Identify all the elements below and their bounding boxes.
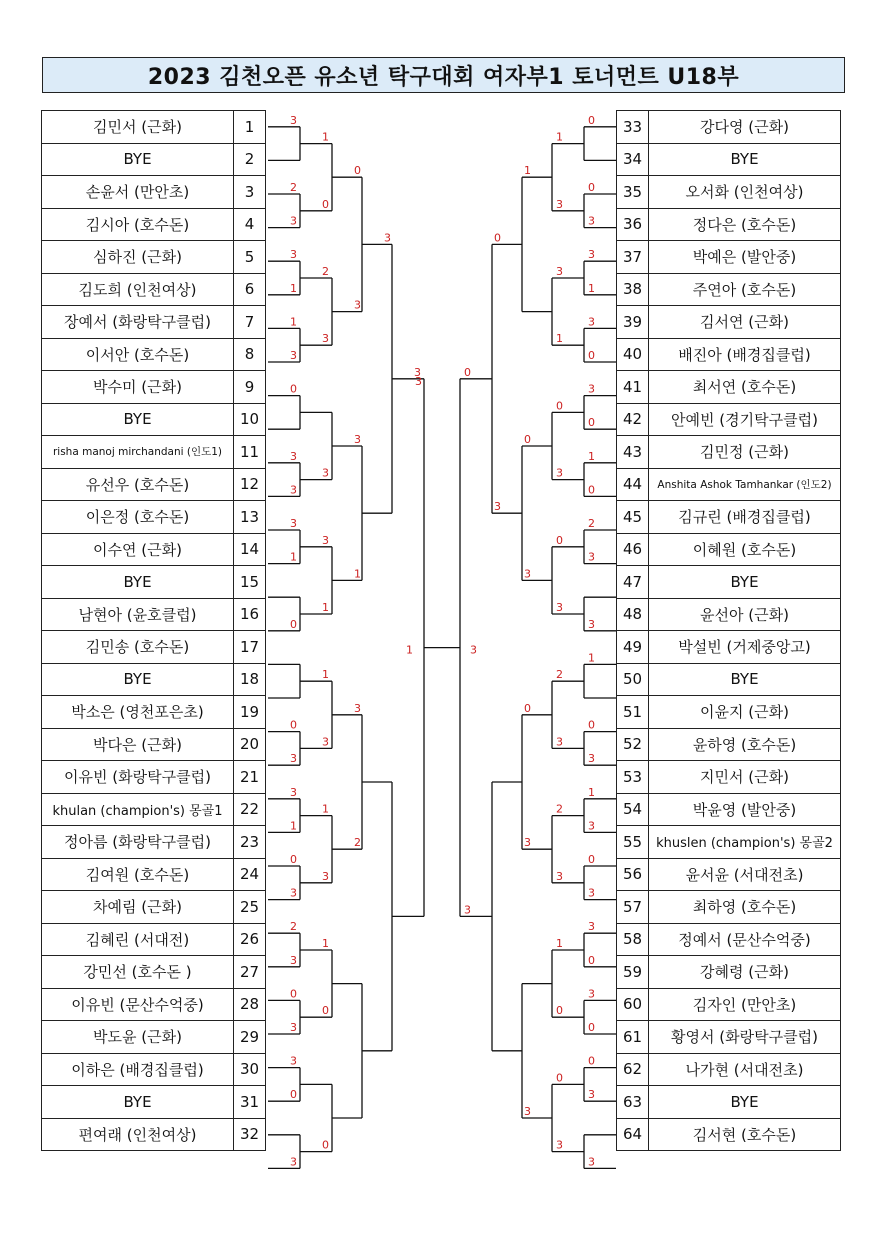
seed-number: 42 [617, 403, 649, 436]
seed-number: 49 [617, 631, 649, 664]
player-name: 김서연 (근화) [649, 306, 841, 339]
match-score: 0 [290, 1088, 297, 1102]
player-name: 심하진 (근화) [42, 241, 234, 274]
match-score: 0 [588, 349, 595, 362]
match-score: 2 [588, 517, 595, 530]
match-score: 3 [354, 433, 361, 446]
player-name: 박윤영 (발안중) [649, 793, 841, 826]
player-name: 유선우 (호수돈) [42, 468, 234, 501]
match-score: 3 [290, 483, 297, 497]
seed-number: 62 [617, 1053, 649, 1086]
seed-number: 27 [234, 956, 266, 989]
match-score: 3 [588, 315, 595, 329]
seed-number: 26 [234, 923, 266, 956]
player-name: 윤하영 (호수돈) [649, 728, 841, 761]
player-name: 주연아 (호수돈) [649, 273, 841, 306]
match-score: 3 [354, 298, 361, 312]
match-score: 3 [588, 1088, 595, 1102]
match-score: 1 [290, 550, 297, 564]
player-name: 이혜원 (호수돈) [649, 533, 841, 566]
match-score: 3 [556, 869, 563, 883]
match-score: 2 [290, 181, 297, 194]
match-score: 3 [556, 197, 563, 211]
seed-number: 17 [234, 631, 266, 664]
match-score: 3 [322, 869, 329, 883]
match-score: 0 [290, 617, 297, 631]
match-score: 3 [556, 466, 563, 480]
seed-number: 38 [617, 273, 649, 306]
match-score: 1 [556, 130, 563, 144]
match-score: 3 [524, 836, 531, 850]
seed-number: 54 [617, 793, 649, 826]
player-name: 강혜령 (근화) [649, 956, 841, 989]
match-score: 0 [322, 1138, 329, 1152]
seed-number: 39 [617, 306, 649, 339]
player-name: 손윤서 (만안초) [42, 176, 234, 209]
seed-number: 44 [617, 468, 649, 501]
match-score: 0 [588, 181, 595, 194]
match-score: 1 [322, 130, 329, 144]
match-score: 3 [494, 500, 501, 514]
match-score: 3 [384, 231, 391, 245]
player-name: BYE [42, 143, 234, 176]
player-name: 이유빈 (문산수억중) [42, 988, 234, 1021]
player-name: 안예빈 (경기탁구클럽) [649, 403, 841, 436]
match-score: 3 [556, 1138, 563, 1152]
match-score: 1 [588, 651, 595, 665]
match-score: 3 [588, 617, 595, 631]
match-score: 0 [588, 1054, 595, 1068]
match-score: 3 [290, 1155, 297, 1169]
player-name: 김시아 (호수돈) [42, 208, 234, 241]
player-name: BYE [42, 566, 234, 599]
match-score: 3 [588, 1155, 595, 1169]
match-score: 3 [322, 466, 329, 480]
match-score: 3 [464, 903, 471, 917]
match-score: 0 [556, 1004, 563, 1018]
match-score: 0 [464, 365, 471, 379]
match-score: 0 [588, 113, 595, 127]
player-name: Anshita Ashok Tamhankar (인도2) [649, 468, 841, 501]
seed-number: 53 [617, 761, 649, 794]
seed-number: 55 [617, 826, 649, 859]
seed-number: 31 [234, 1086, 266, 1119]
match-score: 1 [556, 937, 563, 950]
seed-number: 23 [234, 826, 266, 859]
player-name: 정다은 (호수돈) [649, 208, 841, 241]
seed-number: 21 [234, 761, 266, 794]
seed-number: 43 [617, 436, 649, 469]
seed-number: 13 [234, 501, 266, 534]
player-name: risha manoj mirchandani (인도1) [42, 436, 234, 469]
match-score: 3 [588, 819, 595, 833]
match-score: 2 [556, 802, 563, 816]
match-score: 1 [322, 601, 329, 614]
match-score: 3 [290, 785, 297, 799]
seed-number: 52 [617, 728, 649, 761]
player-name: 박소은 (영천포은초) [42, 696, 234, 729]
seed-number: 56 [617, 858, 649, 891]
match-score: 3 [588, 987, 595, 1001]
match-score: 0 [524, 701, 531, 715]
match-score: 3 [588, 752, 595, 766]
seed-number: 20 [234, 728, 266, 761]
player-name: 이은정 (호수돈) [42, 501, 234, 534]
player-name: 이수연 (근화) [42, 533, 234, 566]
player-name: 박수미 (근화) [42, 371, 234, 404]
seed-number: 10 [234, 403, 266, 436]
match-score: 3 [322, 735, 329, 749]
match-score: 0 [588, 953, 595, 967]
player-name: 차예림 (근화) [42, 891, 234, 924]
player-name: 김민서 (근화) [42, 111, 234, 144]
seed-number: 4 [234, 208, 266, 241]
seed-number: 60 [617, 988, 649, 1021]
player-name: 정아름 (화랑탁구클럽) [42, 826, 234, 859]
player-name: 편여래 (인천여상) [42, 1118, 234, 1151]
seed-number: 64 [617, 1118, 649, 1151]
player-name: 김민송 (호수돈) [42, 631, 234, 664]
player-name: 김규린 (배경집클럽) [649, 501, 841, 534]
match-score: 2 [556, 668, 563, 682]
seed-number: 7 [234, 306, 266, 339]
match-score: 0 [588, 483, 595, 497]
match-score: 0 [322, 1004, 329, 1018]
player-name: 이하은 (배경집클럽) [42, 1053, 234, 1086]
seed-number: 8 [234, 338, 266, 371]
seed-number: 37 [617, 241, 649, 274]
semi-score: 3 [415, 375, 422, 388]
seed-number: 9 [234, 371, 266, 404]
match-score: 3 [290, 886, 297, 900]
player-name: 황영서 (화랑탁구클럽) [649, 1021, 841, 1054]
player-name: 윤선아 (근화) [649, 598, 841, 631]
player-name: BYE [649, 566, 841, 599]
match-score: 3 [290, 1021, 297, 1034]
seed-number: 16 [234, 598, 266, 631]
match-score: 2 [290, 920, 297, 934]
match-score: 0 [290, 987, 297, 1001]
match-score: 3 [588, 550, 595, 564]
match-score: 3 [290, 517, 297, 530]
player-name: 김민정 (근화) [649, 436, 841, 469]
match-score: 1 [556, 332, 563, 346]
match-score: 3 [290, 752, 297, 766]
match-score: 1 [290, 281, 297, 295]
match-score: 0 [588, 416, 595, 430]
seed-number: 1 [234, 111, 266, 144]
match-score: 0 [290, 853, 297, 866]
match-score: 1 [588, 449, 595, 463]
player-name: 윤서윤 (서대전초) [649, 858, 841, 891]
match-score: 0 [588, 1021, 595, 1034]
player-name: 강다영 (근화) [649, 111, 841, 144]
match-score: 3 [556, 601, 563, 614]
match-score: 3 [290, 214, 297, 228]
player-name: 김서현 (호수돈) [649, 1118, 841, 1151]
player-name: 박예은 (발안중) [649, 241, 841, 274]
match-score: 3 [588, 886, 595, 900]
seed-number: 61 [617, 1021, 649, 1054]
player-name: 최하영 (호수돈) [649, 891, 841, 924]
player-name: 김혜린 (서대전) [42, 923, 234, 956]
player-name: BYE [649, 143, 841, 176]
player-name: 박다은 (근화) [42, 728, 234, 761]
seed-number: 46 [617, 533, 649, 566]
match-score: 3 [290, 349, 297, 362]
player-name: 지민서 (근화) [649, 761, 841, 794]
player-name: 이유빈 (화랑탁구클럽) [42, 761, 234, 794]
seed-number: 6 [234, 273, 266, 306]
match-score: 2 [322, 265, 329, 278]
seed-number: 48 [617, 598, 649, 631]
seed-number: 30 [234, 1053, 266, 1086]
player-name: 나가현 (서대전초) [649, 1053, 841, 1086]
match-score: 1 [354, 567, 361, 581]
seed-number: 18 [234, 663, 266, 696]
seed-number: 34 [617, 143, 649, 176]
player-name: BYE [649, 663, 841, 696]
player-name: 이서안 (호수돈) [42, 338, 234, 371]
player-name: 김도희 (인천여상) [42, 273, 234, 306]
match-score: 3 [290, 248, 297, 262]
match-score: 3 [290, 449, 297, 463]
final-score-right: 3 [470, 643, 477, 657]
seed-number: 12 [234, 468, 266, 501]
match-score: 3 [588, 382, 595, 396]
match-score: 1 [290, 819, 297, 833]
player-name: 박도윤 (근화) [42, 1021, 234, 1054]
seed-number: 33 [617, 111, 649, 144]
player-name: 김자인 (만안초) [649, 988, 841, 1021]
seed-number: 59 [617, 956, 649, 989]
match-score: 1 [588, 281, 595, 295]
match-score: 0 [524, 433, 531, 446]
seed-number: 35 [617, 176, 649, 209]
player-name: 오서화 (인천여상) [649, 176, 841, 209]
seed-number: 32 [234, 1118, 266, 1151]
match-score: 3 [556, 265, 563, 278]
player-name: 남현아 (윤호클럽) [42, 598, 234, 631]
match-score: 0 [556, 1071, 563, 1085]
match-score: 3 [524, 567, 531, 581]
match-score: 1 [588, 785, 595, 799]
match-score: 3 [556, 735, 563, 749]
player-name: 박설빈 (거제중앙고) [649, 631, 841, 664]
match-score: 3 [322, 533, 329, 547]
match-score: 0 [290, 382, 297, 396]
player-name: BYE [42, 663, 234, 696]
seed-number: 14 [234, 533, 266, 566]
match-score: 0 [290, 718, 297, 732]
player-name: BYE [649, 1086, 841, 1119]
match-score: 3 [414, 365, 421, 379]
seed-number: 63 [617, 1086, 649, 1119]
player-name: 배진아 (배경집클럽) [649, 338, 841, 371]
match-score: 3 [354, 701, 361, 715]
match-score: 0 [556, 533, 563, 547]
seed-number: 47 [617, 566, 649, 599]
seed-number: 15 [234, 566, 266, 599]
player-name: khuslen (champion's) 몽골2 [649, 826, 841, 859]
player-name: 이윤지 (근화) [649, 696, 841, 729]
final-score-left: 1 [406, 643, 413, 657]
match-score: 1 [524, 164, 531, 178]
match-score: 0 [322, 197, 329, 211]
seed-number: 50 [617, 663, 649, 696]
seed-number: 25 [234, 891, 266, 924]
seed-number: 45 [617, 501, 649, 534]
match-score: 0 [354, 164, 361, 178]
player-name: 최서연 (호수돈) [649, 371, 841, 404]
match-score: 2 [354, 836, 361, 850]
seed-number: 11 [234, 436, 266, 469]
match-score: 3 [290, 1054, 297, 1068]
match-score: 3 [322, 332, 329, 346]
seed-number: 3 [234, 176, 266, 209]
player-name: 정예서 (문산수억중) [649, 923, 841, 956]
match-score: 3 [588, 248, 595, 262]
seed-number: 41 [617, 371, 649, 404]
match-score: 1 [322, 668, 329, 682]
match-score: 3 [290, 953, 297, 967]
seed-number: 5 [234, 241, 266, 274]
player-name: 장예서 (화랑탁구클럽) [42, 306, 234, 339]
seed-number: 28 [234, 988, 266, 1021]
match-score: 1 [290, 315, 297, 329]
page-title: 2023 김천오픈 유소년 탁구대회 여자부1 토너먼트 U18부 [42, 57, 845, 93]
match-score: 1 [322, 937, 329, 950]
player-name: 김여원 (호수돈) [42, 858, 234, 891]
match-score: 3 [588, 920, 595, 934]
seed-number: 57 [617, 891, 649, 924]
match-score: 3 [290, 113, 297, 127]
seed-number: 51 [617, 696, 649, 729]
match-score: 3 [588, 214, 595, 228]
seed-number: 2 [234, 143, 266, 176]
match-score: 1 [322, 802, 329, 816]
seed-number: 36 [617, 208, 649, 241]
match-score: 3 [524, 1105, 531, 1118]
player-name: khulan (champion's) 몽골1 [42, 793, 234, 826]
seed-number: 22 [234, 793, 266, 826]
seed-number: 19 [234, 696, 266, 729]
match-score: 0 [588, 853, 595, 866]
seed-number: 24 [234, 858, 266, 891]
seed-number: 40 [617, 338, 649, 371]
match-score: 0 [556, 399, 563, 413]
player-name: BYE [42, 1086, 234, 1119]
match-score: 0 [588, 718, 595, 732]
match-score: 0 [494, 231, 501, 245]
player-name: 강민선 (호수돈 ) [42, 956, 234, 989]
seed-number: 29 [234, 1021, 266, 1054]
player-name: BYE [42, 403, 234, 436]
seed-number: 58 [617, 923, 649, 956]
